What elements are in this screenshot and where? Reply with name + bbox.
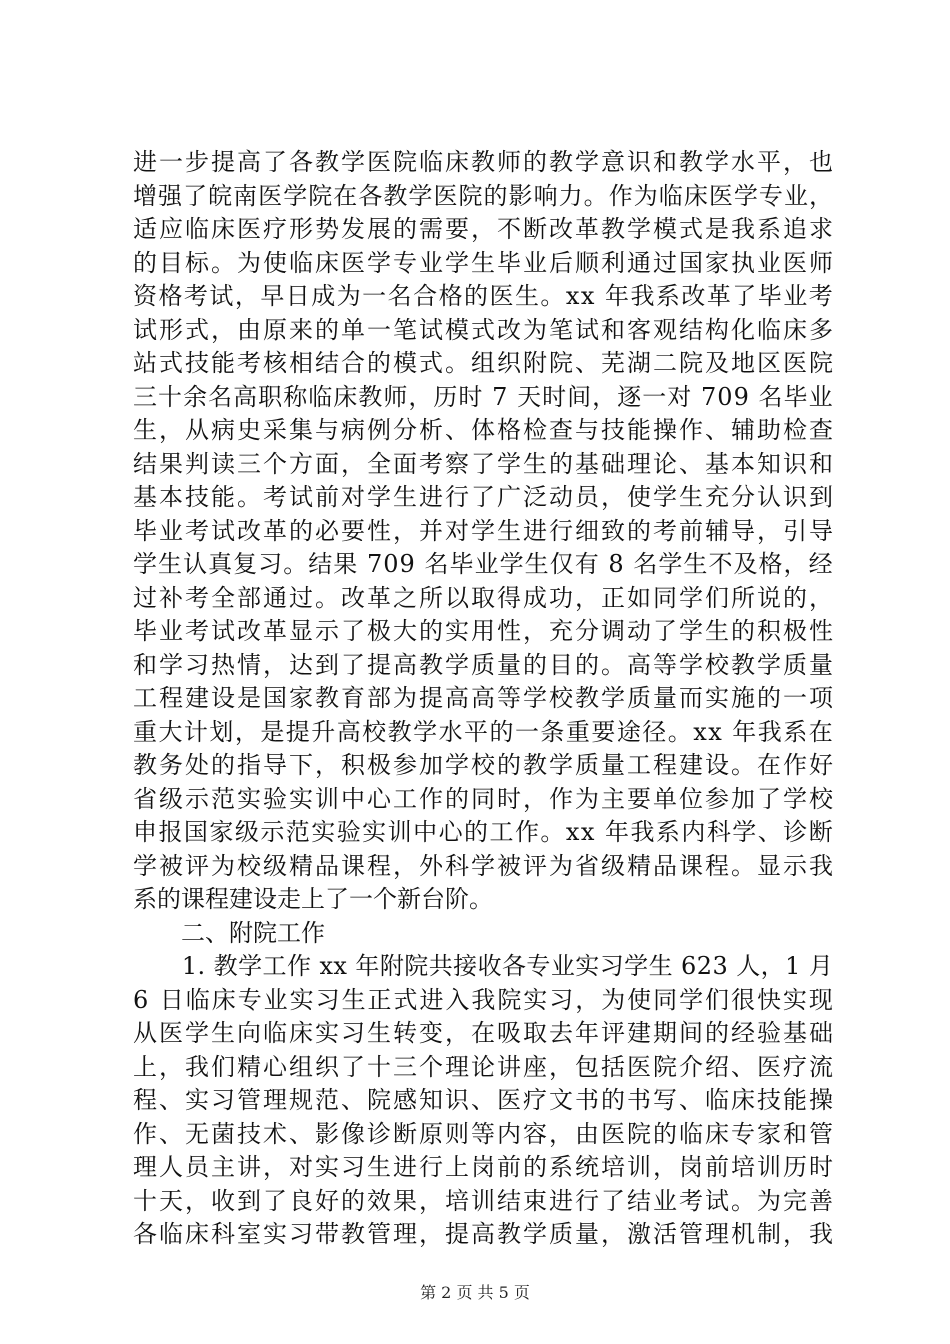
text-line: 各临床科室实习带教管理，提高教学质量，激活管理机制，我	[133, 1220, 835, 1248]
text-line: 1. 教学工作 xx 年附院共接收各专业实习学生 623 人，1 月	[133, 952, 834, 980]
body-text	[133, 146, 833, 1252]
text-line: 从医学生向临床实习生转变，在吸取去年评建期间的经验基础	[133, 1019, 835, 1047]
text-line: 6 日临床专业实习生正式进入我院实习，为使同学们很快实现	[133, 985, 835, 1014]
text-line: 的目标。为使临床医学专业学生毕业后顺利通过国家执业医师	[133, 248, 835, 277]
text-line: 申报国家级示范实验实训中心的工作。xx 年我系内科学、诊断	[133, 818, 835, 846]
text-line: 系的课程建设走上了一个新台阶。	[133, 885, 493, 913]
text-line: 适应临床医疗形势发展的需要，不断改革教学模式是我系追求	[133, 215, 835, 243]
text-line: 教务处的指导下，积极参加学校的教学质量工程建设。在作好	[133, 751, 835, 779]
text-line: 工程建设是国家教育部为提高高等学校教学质量而实施的一项	[133, 684, 835, 712]
text-line: 程、实习管理规范、院感知识、医疗文书的书写、临床技能操	[133, 1086, 835, 1114]
text-line: 作、无菌技术、影像诊断原则等内容，由医院的临床专家和管	[133, 1119, 835, 1148]
text-line: 结果判读三个方面，全面考察了学生的基础理论、基本知识和	[133, 449, 835, 478]
text-line: 省级示范实验实训中心工作的同时，作为主要单位参加了学校	[133, 784, 835, 813]
text-line: 上，我们精心组织了十三个理论讲座，包括医院介绍、医疗流	[133, 1052, 835, 1081]
page-footer: 第 2 页 共 5 页	[420, 1283, 530, 1302]
text-line: 毕业考试改革的必要性，并对学生进行细致的考前辅导，引导	[133, 516, 835, 545]
text-line: 和学习热情，达到了提高教学质量的目的。高等学校教学质量	[133, 650, 835, 679]
text-line: 生，从病史采集与病例分析、体格检查与技能操作、辅助检查	[133, 416, 835, 444]
text-line: 二、附院工作	[133, 918, 325, 947]
text-line: 三十余名高职称临床教师，历时 7 天时间，逐一对 709 名毕业	[133, 382, 834, 411]
text-line: 增强了皖南医学院在各教学医院的影响力。作为临床医学专业，	[133, 181, 835, 210]
text-line: 学被评为校级精品课程，外科学被评为省级精品课程。显示我	[133, 851, 835, 880]
text-line: 重大计划，是提升高校教学水平的一条重要途径。xx 年我系在	[133, 717, 835, 746]
text-line: 站式技能考核相结合的模式。组织附院、芜湖二院及地区医院	[133, 349, 835, 377]
text-line: 进一步提高了各教学医院临床教师的教学意识和教学水平，也	[133, 148, 835, 176]
text-line: 试形式，由原来的单一笔试模式改为笔试和客观结构化临床多	[133, 315, 835, 344]
text-line: 资格考试，早日成为一名合格的医生。xx 年我系改革了毕业考	[133, 282, 835, 310]
text-line: 十天，收到了良好的效果，培训结束进行了结业考试。为完善	[133, 1186, 835, 1215]
text-line: 理人员主讲，对实习生进行上岗前的系统培训，岗前培训历时	[133, 1153, 835, 1181]
text-line: 过补考全部通过。改革之所以取得成功，正如同学们所说的，	[133, 583, 835, 612]
text-line: 基本技能。考试前对学生进行了广泛动员，使学生充分认识到	[133, 483, 835, 511]
text-line: 毕业考试改革显示了极大的实用性，充分调动了学生的积极性	[133, 617, 835, 645]
text-line: 学生认真复习。结果 709 名毕业学生仅有 8 名学生不及格，经	[133, 550, 834, 578]
